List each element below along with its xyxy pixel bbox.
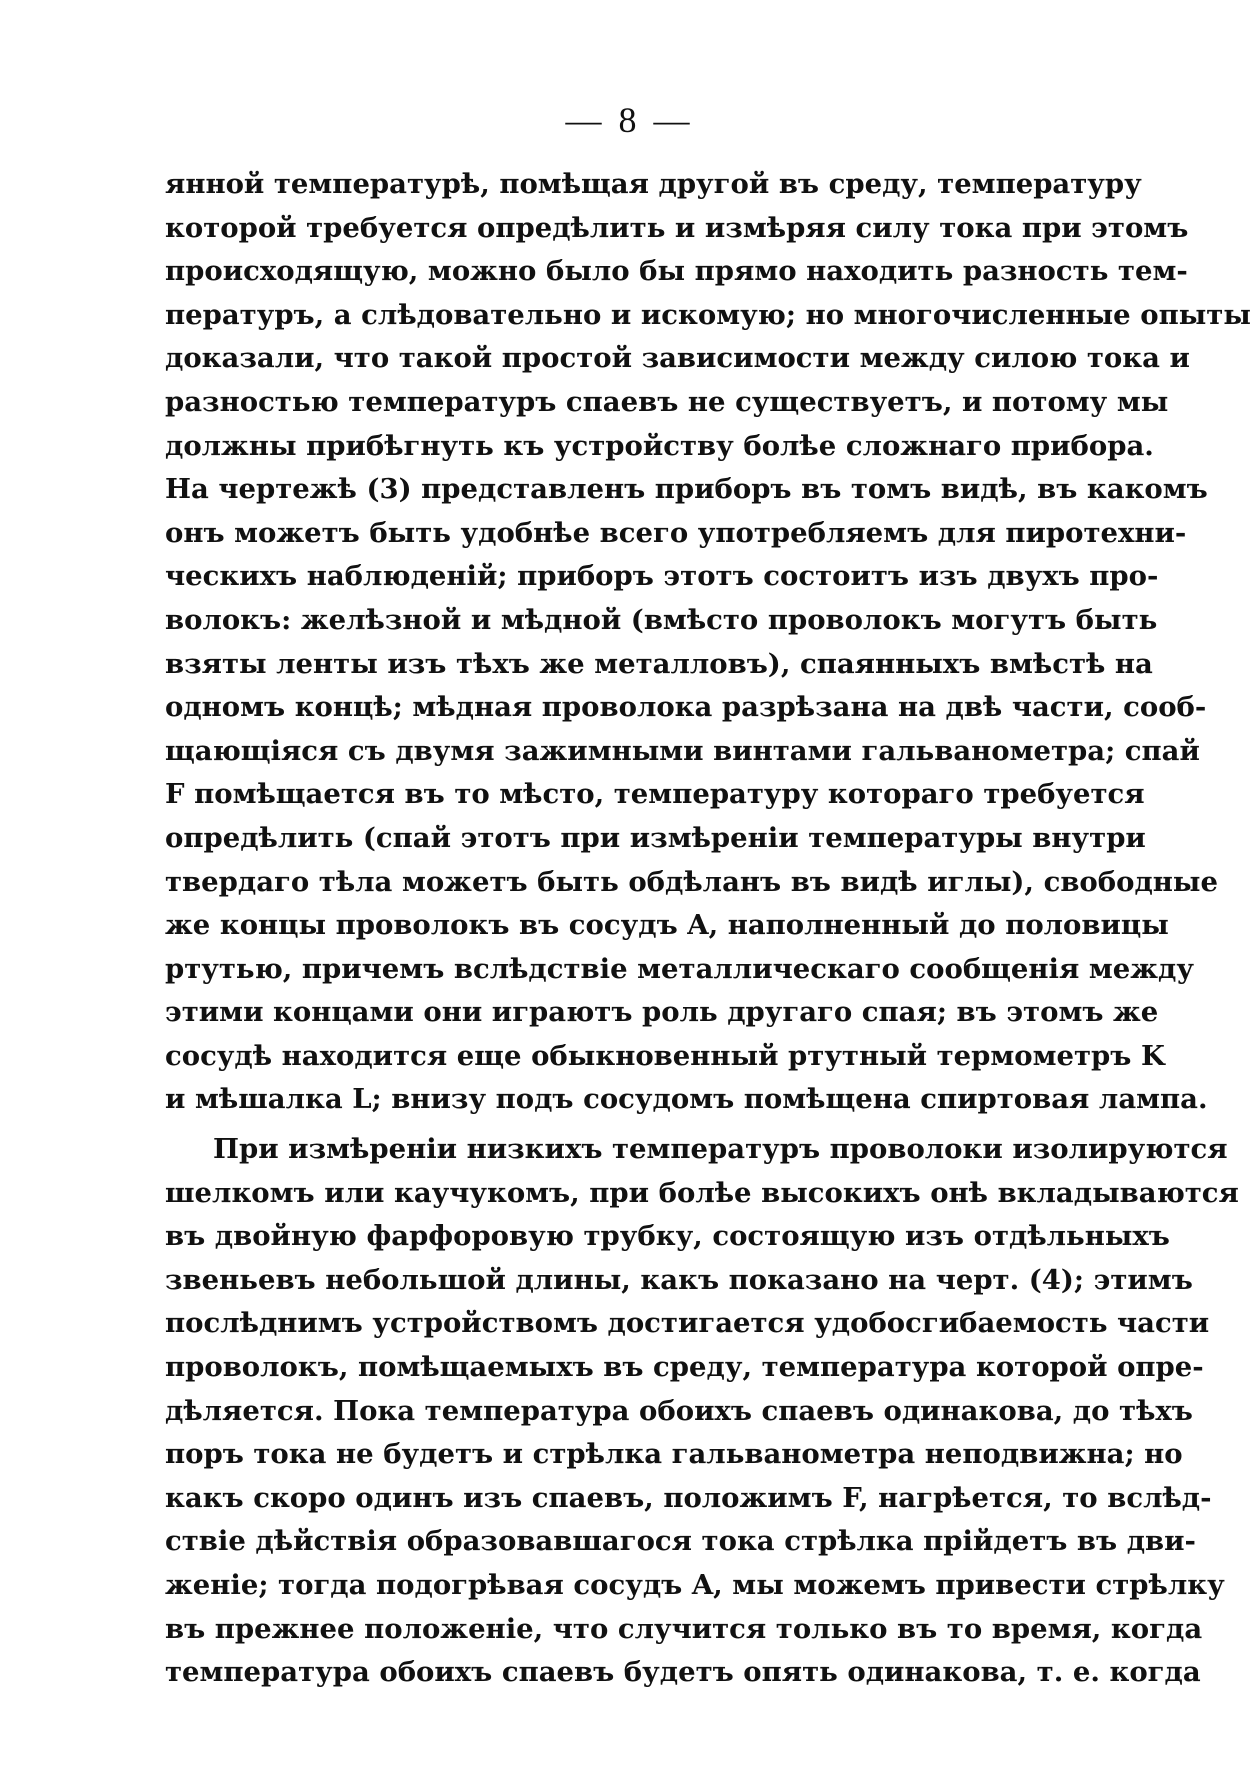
text-line: пературъ, а слѣдовательно и искомую; но многочисленные опыты <box>165 298 1251 331</box>
text-line: одномъ концѣ; мѣдная проволока разрѣзана на двѣ части, сооб- <box>165 691 1207 724</box>
text-line: щающіяся съ двумя зажимными винтами гальванометра; спай <box>165 734 1200 767</box>
text-line: проволокъ, помѣщаемыхъ въ среду, температура которой опре- <box>165 1351 1204 1384</box>
paragraph <box>165 1128 1239 1695</box>
text-line: звеньевъ небольшой длины, какъ показано на черт. (4); этимъ <box>165 1263 1193 1296</box>
text-line: янной температурѣ, помѣщая другой въ среду, температуру <box>165 168 1142 200</box>
body-text <box>165 163 1251 1695</box>
text-line: На чертежѣ (3) представленъ приборъ въ томъ видѣ, въ какомъ <box>165 473 1208 506</box>
text-line: разностью температуръ спаевъ не существуетъ, и потому мы <box>165 385 1169 418</box>
text-line: же концы проволокъ въ сосудъ A, наполненный до половицы <box>165 909 1169 942</box>
text-line: дѣляется. Пока температура обоихъ спаевъ одинакова, до тѣхъ <box>165 1394 1193 1427</box>
text-line: твердаго тѣла можетъ быть обдѣланъ въ видѣ иглы), свободные <box>165 865 1218 898</box>
text-line: доказали, что такой простой зависимости между силою тока и <box>165 342 1190 375</box>
text-line: послѣднимъ устройствомъ достигается удобосгибаемость части <box>165 1307 1210 1340</box>
text-line: шелкомъ или каучукомъ, при болѣе высокихъ онѣ вкладываются <box>165 1176 1239 1209</box>
text-line: взяты ленты изъ тѣхъ же металловъ), спаянныхъ вмѣстѣ на <box>165 647 1153 680</box>
text-line: температура обоихъ спаевъ будетъ опять одинакова, т. е. когда <box>165 1656 1201 1689</box>
page-number: — 8 — <box>565 100 694 140</box>
text-line: происходящую, можно было бы прямо находить разность тем- <box>165 255 1188 288</box>
text-line: должны прибѣгнуть къ устройству болѣе сложнаго прибора. <box>165 429 1154 462</box>
text-line: въ прежнее положеніе, что случится только въ то время, когда <box>165 1612 1203 1645</box>
text-line: въ двойную фарфоровую трубку, состоящую изъ отдѣльныхъ <box>165 1220 1170 1253</box>
text-line: ческихъ наблюденій; приборъ этотъ состоитъ изъ двухъ про- <box>165 560 1159 593</box>
text-line: При измѣреніи низкихъ температуръ проволоки изолируются <box>213 1133 1228 1166</box>
text-line: ствіе дѣйствія образовавшагося тока стрѣлка прійдетъ въ дви- <box>165 1525 1196 1558</box>
text-line: опредѣлить (спай этотъ при измѣреніи температуры внутри <box>165 821 1146 854</box>
text-line: которой требуется опредѣлить и измѣряя силу тока при этомъ <box>165 211 1189 244</box>
text-line: онъ можетъ быть удобнѣе всего употребляемъ для пиротехни- <box>165 516 1187 549</box>
text-line: волокъ: желѣзной и мѣдной (вмѣсто проволокъ могутъ быть <box>165 603 1158 636</box>
text-line: и мѣшалка L; внизу подъ сосудомъ помѣщена спиртовая лампа. <box>165 1083 1208 1116</box>
text-line: этими концами они играютъ роль другаго спая; въ этомъ же <box>165 996 1159 1029</box>
paragraph <box>165 163 1251 1122</box>
text-line: сосудѣ находится еще обыкновенный ртутный термометръ K <box>165 1039 1165 1072</box>
text-line: F помѣщается въ то мѣсто, температуру котораго требуется <box>165 778 1145 811</box>
text-line: какъ скоро одинъ изъ спаевъ, положимъ F, нагрѣется, то вслѣд- <box>165 1481 1212 1514</box>
text-line: ртутью, причемъ вслѣдствіе металлическаго сообщенія между <box>165 952 1194 985</box>
text-line: женіе; тогда подогрѣвая сосудъ A, мы можемъ привести стрѣлку <box>165 1569 1225 1601</box>
text-line: поръ тока не будетъ и стрѣлка гальванометра неподвижна; но <box>165 1438 1183 1471</box>
